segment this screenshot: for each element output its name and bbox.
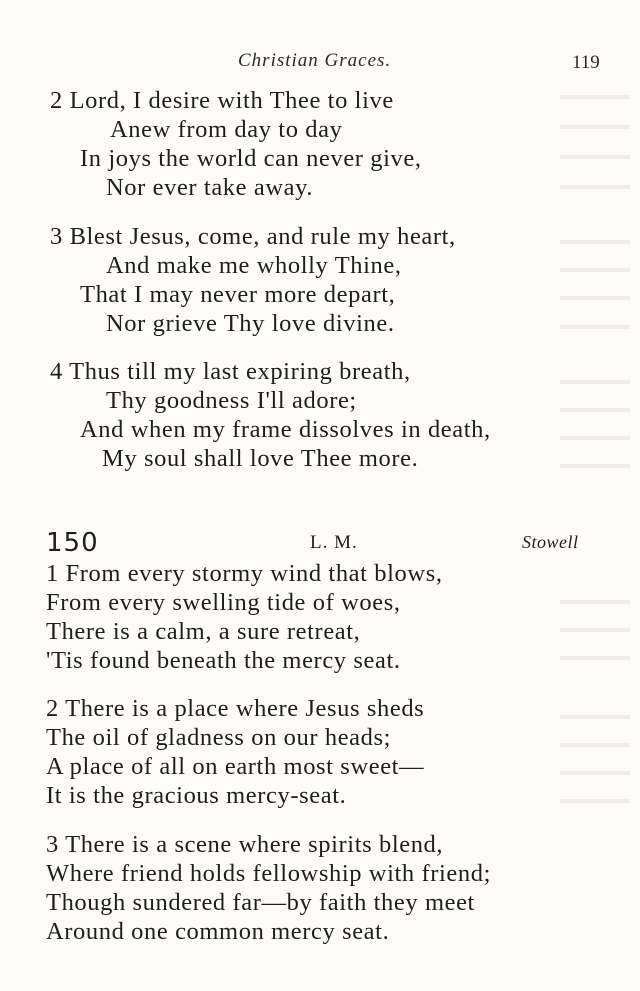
verse-line: Around one common mercy seat. [46, 918, 390, 945]
hymn-tune: Stowell [522, 532, 579, 552]
verse-line: There is a calm, a sure retreat, [46, 618, 361, 645]
verse-line: 3 Blest Jesus, come, and rule my heart, [50, 223, 456, 250]
verse-line: In joys the world can never give, [80, 145, 422, 172]
verse-line: Thy goodness I'll adore; [106, 387, 357, 414]
verse-line: 3 There is a scene where spirits blend, [46, 831, 444, 858]
verse-line: Nor ever take away. [106, 174, 314, 201]
verse-line: 4 Thus till my last expiring breath, [50, 358, 411, 385]
verse-line: 2 Lord, I desire with Thee to live [50, 87, 394, 114]
verse-line: 2 There is a place where Jesus sheds [46, 695, 425, 722]
verse-line: And when my frame dissolves in death, [80, 416, 491, 443]
verse-line: That I may never more depart, [80, 281, 396, 308]
verse-line: The oil of gladness on our heads; [46, 724, 392, 751]
verse-line: 1 From every stormy wind that blows, [46, 560, 443, 587]
hymn-meter: L. M. [310, 532, 358, 553]
hymn-header [0, 528, 640, 562]
verse-line: A place of all on earth most sweet— [46, 753, 425, 780]
page-number: 119 [572, 52, 600, 73]
verse-line: My soul shall love Thee more. [102, 445, 419, 472]
page-header [0, 50, 640, 78]
hymn-number: 150 [46, 528, 99, 558]
running-head: Christian Graces. [238, 50, 392, 71]
verse-line: Where friend holds fellowship with friend; [46, 860, 491, 887]
verse-line: Nor grieve Thy love divine. [106, 310, 395, 337]
verse-line: Though sundered far—by faith they meet [46, 889, 475, 916]
verse-line: 'Tis found beneath the mercy seat. [46, 647, 401, 674]
verse-line: It is the gracious mercy-seat. [46, 782, 347, 809]
verse-line: Anew from day to day [110, 116, 343, 143]
verse-line: And make me wholly Thine, [106, 252, 402, 279]
verse-line: From every swelling tide of woes, [46, 589, 401, 616]
